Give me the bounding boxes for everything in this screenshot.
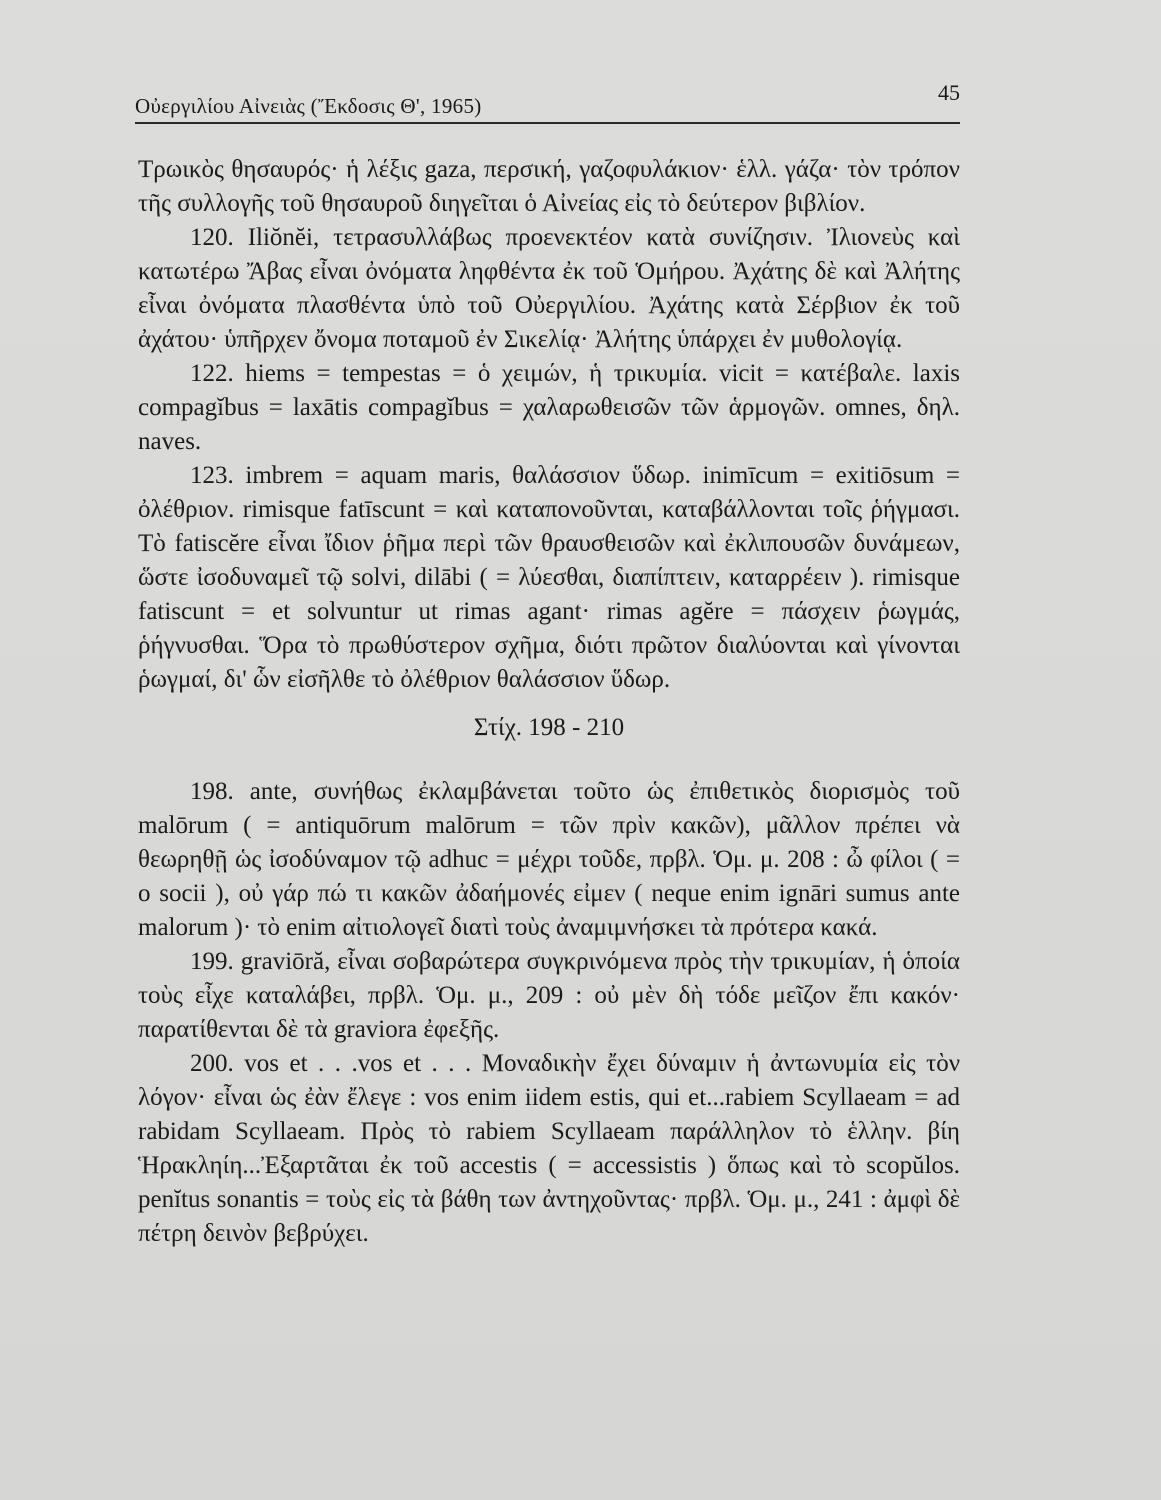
note-200: 200. vos et . . .vos et . . . Μοναδικὴν ἔχει δύναμιν ἡ ἀντωνυμία εἰς τὸν λόγον· εἶναι ὡς ἐὰν ἔλεγε : vos enim iidem estis, qui et...rabiem Scyllaeam = ad rabidam Scyllaeam. Πρὸς τὸ rabiem Scyllaeam παράλληλον τὸ ἑλλην. βίη Ἡρακληίη...Ἐξαρτᾶται ἐκ τοῦ accestis ( = accessistis ) ὅπως καὶ τὸ scopŭlos. penĭtus sonantis = τοὺς εἰς τὰ βάθη των ἀντηχοῦντας· πρβλ. Ὁμ. μ., 241 : ἀμφὶ δὲ πέτρη δεινὸν βεβρύχει. <box>138 1050 960 1247</box>
note-199: 199. graviōră, εἶναι σοβαρώτερα συγκρινόμενα πρὸς τὴν τρικυμίαν, ἡ ὁποία τοὺς εἶχε καταλάβει, πρβλ. Ὁμ. μ., 209 : οὐ μὲν δὴ τόδε μεῖζον ἔπι κακόν· παρατίθενται δὲ τὰ graviora ἐφεξῆς. <box>138 948 960 1043</box>
running-head: Οὐεργιλίου Αἰνειὰς (Ἔκδοσις Θ', 1965) <box>135 94 482 118</box>
note-198: 198. ante, συνήθως ἐκλαμβάνεται τοῦτο ὡς ἐπιθετικὸς διορισμὸς τοῦ malōrum ( = antiquōrum malōrum = τῶν πρὶν κακῶν), μᾶλλον πρέπει νὰ θεωρηθῇ ὡς ἰσοδύναμον τῷ adhuc = μέχρι τοῦδε, πρβλ. Ὁμ. μ. 208 : ὦ φίλοι ( = o socii ), οὐ γάρ πώ τι κακῶν ἀδαήμονές εἰμεν ( neque enim ignāri sumus ante malorum )· τὸ enim αἰτιολογεῖ διατὶ τοὺς ἀναμιμνήσκει τὰ πρότερα κακά. <box>138 778 960 941</box>
note-122: 122. hiems = tempestas = ὁ χειμών, ἡ τρικυμία. vicit = κατέβαλε. laxis compagĭbus = laxātis compagĭbus = χαλαρωθεισῶν τῶν ἁρμογῶν. omnes, δηλ. naves. <box>138 360 960 455</box>
note-120: 120. Iliŏnĕi, τετρασυλλάβως προενεκτέον κατὰ συνίζησιν. Ἰλιονεὺς καὶ κατωτέρω Ἄβας εἶναι ὀνόματα ληφθέντα ἐκ τοῦ Ὁμήρου. Ἀχάτης δὲ καὶ Ἀλήτης εἶναι ὀνόματα πλασθέντα ὑπὸ τοῦ Οὐεργιλίου. Ἀχάτης κατὰ Σέρβιον ἐκ τοῦ ἀχάτου· ὑπῆρχεν ὄνομα ποταμοῦ ἐν Σικελίᾳ· Ἀλήτης ὑπάρχει ἐν μυθολογίᾳ. <box>138 224 960 353</box>
paragraph-continued: Τρωικὸς θησαυρός· ἡ λέξις gaza, περσική, γαζοφυλάκιον· ἑλλ. γάζα· τὸν τρόπον τῆς συλλογῆς τοῦ θησαυροῦ διηγεῖται ὁ Αἰνείας εἰς τὸ δεύτερον βιβλίον. <box>138 156 960 217</box>
page-header <box>135 78 960 124</box>
section-title: Στίχ. 198 - 210 <box>473 714 625 741</box>
page-body <box>138 153 960 1251</box>
page-number: 45 <box>938 80 960 105</box>
note-123: 123. imbrem = aquam maris, θαλάσσιον ὕδωρ. inimīcum = exitiōsum = ὀλέθριον. rimisque fatīscunt = καὶ καταπονοῦνται, καταβάλλονται τοῖς ῥήγμασι. Τὸ fatiscĕre εἶναι ἴδιον ῥῆμα περὶ τῶν θραυσθεισῶν καὶ ἐκλιπουσῶν δυνάμεων, ὥστε ἰσοδυναμεῖ τῷ solvi, dilābi ( = λύεσθαι, διαπίπτειν, καταρρέειν ). rimisque fatiscunt = et solvuntur ut rimas agant· rimas agĕre = πάσχειν ῥωγμάς, ῥήγνυσθαι. Ὅρα τὸ πρωθύστερον σχῆμα, διότι πρῶτον διαλύονται καὶ γίνονται ῥωγμαί, δι' ὧν εἰσῆλθε τὸ ὀλέθριον θαλάσσιον ὕδωρ. <box>138 462 960 693</box>
